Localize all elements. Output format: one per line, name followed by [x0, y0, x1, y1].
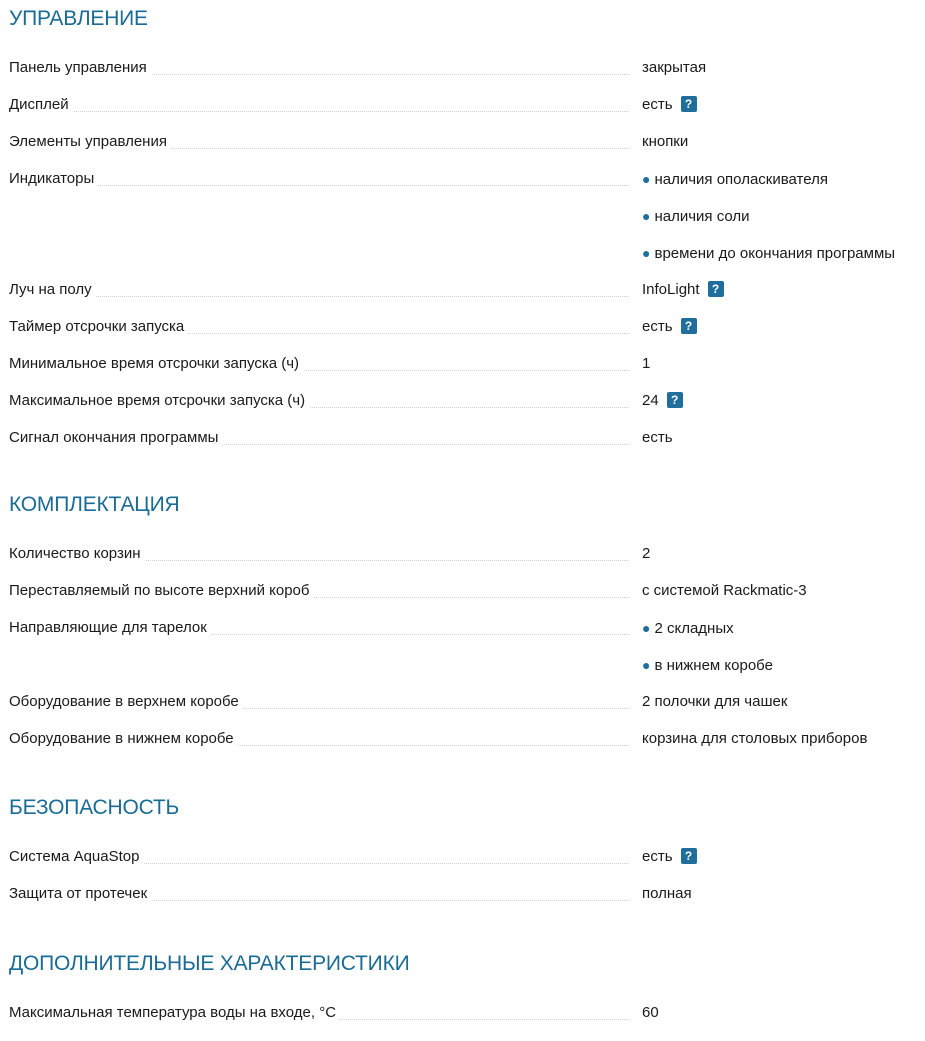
spec-value: 2	[642, 545, 651, 562]
spec-name: Элементы управления	[9, 133, 171, 150]
spec-value: полная	[642, 885, 692, 902]
spec-name: Система AquaStop	[9, 848, 143, 865]
section-additional	[9, 952, 919, 1039]
spec-row	[9, 691, 919, 728]
bullet-icon: ●	[642, 245, 651, 261]
spec-row	[9, 353, 919, 390]
spec-value: есть ?	[642, 316, 697, 338]
spec-row	[9, 427, 919, 464]
spec-name: Луч на полу	[9, 281, 96, 298]
spec-row-continued	[9, 205, 919, 242]
spec-name: Минимальное время отсрочки запуска (ч)	[9, 355, 303, 372]
help-icon[interactable]: ?	[708, 281, 724, 297]
dotted-leader	[9, 185, 629, 186]
spec-value: есть ?	[642, 846, 697, 868]
spec-value: закрытая	[642, 59, 707, 76]
spec-value: кнопки	[642, 133, 689, 150]
spec-name: Оборудование в нижнем коробе	[9, 730, 238, 747]
spec-value: ● в нижнем коробе	[642, 657, 773, 674]
spec-name: Направляющие для тарелок	[9, 619, 211, 636]
spec-row	[9, 617, 919, 654]
spec-value: 24 ?	[642, 390, 683, 412]
spec-name: Максимальное время отсрочки запуска (ч)	[9, 392, 309, 409]
spec-value: 60	[642, 1004, 659, 1021]
spec-value: ● 2 складных	[642, 620, 734, 637]
bullet-icon: ●	[642, 171, 651, 187]
section-title: ДОПОЛНИТЕЛЬНЫЕ ХАРАКТЕРИСТИКИ	[9, 952, 410, 975]
spec-name: Защита от протечек	[9, 885, 151, 902]
bullet-icon: ●	[642, 620, 651, 636]
spec-name: Дисплей	[9, 96, 73, 113]
spec-name: Индикаторы	[9, 170, 98, 187]
spec-row	[9, 131, 919, 168]
spec-value: ● наличия соли	[642, 208, 750, 225]
section-title: УПРАВЛЕНИЕ	[9, 7, 148, 30]
spec-row	[9, 543, 919, 580]
spec-value: есть ?	[642, 94, 697, 116]
spec-value: ● наличия ополаскивателя	[642, 171, 828, 188]
spec-value: корзина для столовых приборов	[642, 730, 868, 747]
help-icon[interactable]: ?	[681, 96, 697, 112]
help-icon[interactable]: ?	[681, 848, 697, 864]
spec-row	[9, 279, 919, 316]
spec-row	[9, 94, 919, 131]
spec-row-continued	[9, 654, 919, 691]
spec-name: Панель управления	[9, 59, 151, 76]
section-safety	[9, 796, 919, 920]
spec-row	[9, 168, 919, 205]
spec-name: Максимальная температура воды на входе, °C	[9, 1004, 340, 1021]
spec-value: есть	[642, 429, 673, 446]
section-title: БЕЗОПАСНОСТЬ	[9, 796, 180, 819]
spec-name: Переставляемый по высоте верхний короб	[9, 582, 313, 599]
spec-name: Таймер отсрочки запуска	[9, 318, 188, 335]
spec-value: ● времени до окончания программы	[642, 245, 896, 262]
spec-row-continued	[9, 242, 919, 279]
spec-value: InfoLight ?	[642, 279, 724, 301]
spec-row	[9, 846, 919, 883]
dotted-leader	[9, 296, 629, 297]
section-equipment	[9, 493, 919, 765]
bullet-icon: ●	[642, 208, 651, 224]
bullet-icon: ●	[642, 657, 651, 673]
spec-value: с системой Rackmatic-3	[642, 582, 807, 599]
spec-value: 2 полочки для чашек	[642, 693, 788, 710]
section-title: КОМПЛЕКТАЦИЯ	[9, 493, 180, 516]
section-control	[9, 7, 919, 464]
spec-row	[9, 57, 919, 94]
spec-value: 1	[642, 355, 651, 372]
spec-row	[9, 390, 919, 427]
spec-name: Сигнал окончания программы	[9, 429, 222, 446]
help-icon[interactable]: ?	[681, 318, 697, 334]
spec-row	[9, 883, 919, 920]
spec-name: Оборудование в верхнем коробе	[9, 693, 243, 710]
spec-row	[9, 580, 919, 617]
dotted-leader	[9, 111, 629, 112]
spec-row	[9, 728, 919, 765]
spec-name: Количество корзин	[9, 545, 145, 562]
help-icon[interactable]: ?	[667, 392, 683, 408]
spec-row	[9, 1002, 919, 1039]
spec-row	[9, 316, 919, 353]
